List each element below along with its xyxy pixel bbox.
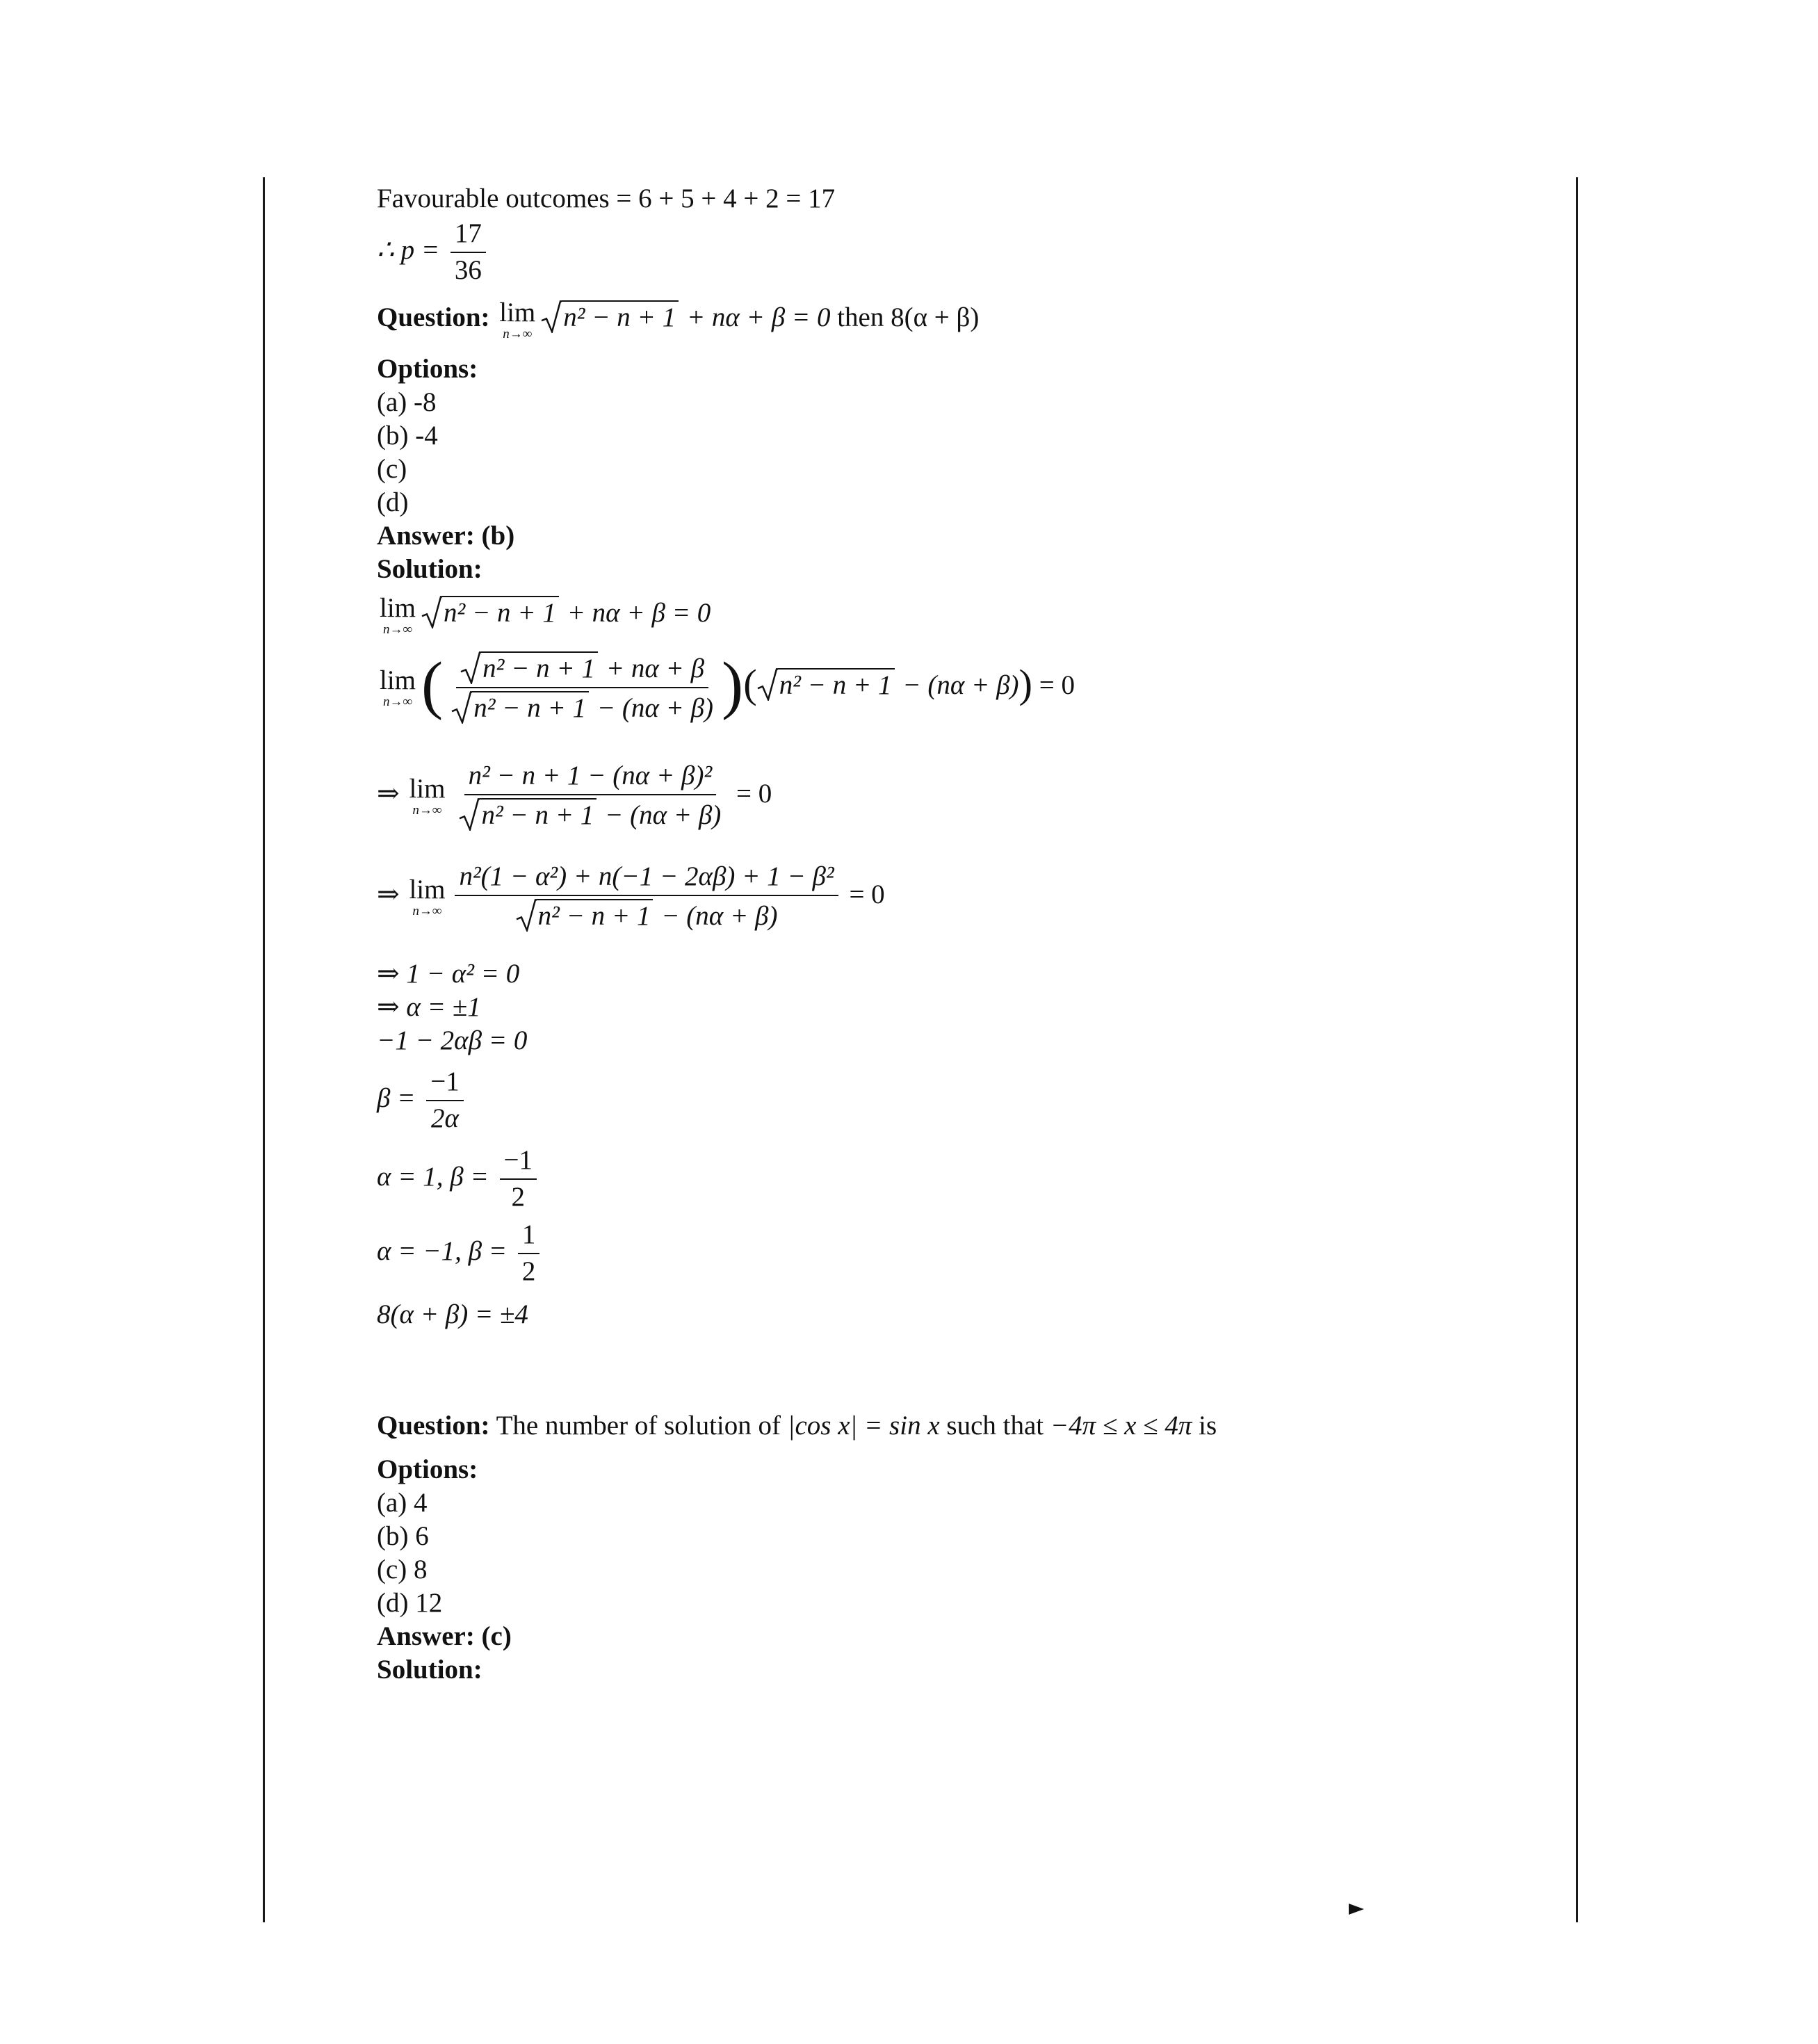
- step-2-end: = 0: [1039, 670, 1076, 700]
- q2-option-a: (a) 4: [377, 1488, 428, 1518]
- step-2-right-tail: − (nα + β): [902, 670, 1019, 700]
- probability-denominator: 36: [454, 254, 482, 285]
- solution-step-4: [377, 862, 885, 932]
- right-border-rule: [1576, 177, 1578, 1922]
- q2-option-d: (d) 12: [377, 1588, 443, 1618]
- arrow-marker-icon: [1349, 1904, 1364, 1915]
- step-8-prefix: β =: [377, 1082, 416, 1113]
- solution-step-1: [377, 594, 711, 636]
- options-2-label: Options:: [377, 1454, 478, 1484]
- step-9-numerator: −1: [500, 1146, 537, 1180]
- q1-option-a: (a) -8: [377, 387, 437, 417]
- answer-2: Answer: (c): [377, 1621, 512, 1651]
- question-1-label: Question:: [377, 302, 490, 332]
- step-8-numerator: −1: [426, 1067, 464, 1101]
- step-2-num-tail: + nα + β: [606, 654, 705, 684]
- left-paren: (: [421, 649, 444, 721]
- square-root: [757, 668, 895, 701]
- solution-step-7: −1 − 2αβ = 0: [377, 1025, 528, 1055]
- favourable-outcomes-line: [377, 184, 835, 214]
- step-2-den-tail: − (nα + β): [596, 693, 714, 724]
- limit-operator: lim: [499, 298, 536, 327]
- question-2-label: Question:: [377, 1411, 490, 1441]
- solution-1-label: Solution:: [377, 554, 482, 584]
- options-1-label: Options:: [377, 354, 478, 384]
- square-root: [451, 691, 589, 724]
- implies-symbol: ⇒: [377, 879, 400, 909]
- q2-option-b: (b) 6: [377, 1521, 429, 1551]
- solution-step-6: ⇒ α = ±1: [377, 992, 481, 1022]
- limit-subscript: n→∞: [382, 695, 413, 710]
- limit-subscript: n→∞: [382, 622, 413, 637]
- q1-option-c: (c): [377, 454, 407, 484]
- step-9-fraction: [500, 1146, 537, 1212]
- step-1-tail: + nα + β = 0: [567, 597, 711, 628]
- radicand: n² − n + 1: [778, 668, 895, 701]
- radicand: n² − n + 1: [472, 691, 589, 724]
- step-3-numerator: n² − n + 1 − (nα + β)²: [464, 761, 717, 795]
- step-10-denominator: 2: [521, 1256, 536, 1286]
- left-paren-2: (: [743, 661, 757, 706]
- probability-line: [377, 219, 490, 286]
- probability-fraction: [451, 219, 486, 286]
- limit-subscript: n→∞: [412, 903, 442, 918]
- q1-option-b: (b) -4: [377, 421, 438, 451]
- step-4-numerator: n²(1 − α²) + n(−1 − 2αβ) + 1 − β²: [455, 862, 838, 896]
- radicand: n² − n + 1: [562, 300, 679, 333]
- radicand: n² − n + 1: [442, 596, 559, 628]
- step-4-end: = 0: [849, 879, 885, 909]
- radicand: n² − n + 1: [537, 899, 654, 932]
- favourable-expression: = 6 + 5 + 4 + 2 = 17: [616, 184, 836, 213]
- question-1-expression: + nα + β = 0: [686, 302, 831, 332]
- step-9-denominator: 2: [511, 1181, 526, 1212]
- answer-1: Answer: (b): [377, 521, 515, 551]
- step-4-den-tail: − (nα + β): [661, 900, 778, 931]
- step-2-fraction: [447, 651, 717, 724]
- q1-option-d: (d): [377, 487, 409, 517]
- limit-operator: lim: [409, 773, 446, 804]
- step-8-fraction: [426, 1067, 464, 1134]
- step-3-end: = 0: [736, 778, 772, 809]
- question-2-range: −4π ≤ x ≤ 4π: [1050, 1411, 1192, 1441]
- solution-step-11: 8(α + β) = ±4: [377, 1299, 528, 1329]
- square-root: [421, 596, 559, 628]
- square-root: [459, 798, 596, 831]
- step-3-fraction: [455, 761, 725, 831]
- question-2-such-that: such that: [946, 1411, 1044, 1441]
- square-root: [460, 651, 598, 684]
- solution-step-10: [377, 1220, 544, 1287]
- solution-2-label: Solution:: [377, 1655, 482, 1685]
- probability-numerator: 17: [451, 219, 486, 253]
- question-1-then: then 8(α + β): [837, 302, 980, 332]
- radicand: n² − n + 1: [481, 651, 598, 684]
- square-root: [541, 300, 679, 333]
- question-2: [377, 1411, 1217, 1441]
- limit-operator: lim: [380, 593, 416, 623]
- limit-operator: lim: [409, 874, 446, 905]
- solution-step-5: ⇒ 1 − α² = 0: [377, 959, 520, 989]
- step-9-prefix: α = 1, β =: [377, 1161, 489, 1192]
- radicand: n² − n + 1: [480, 798, 596, 831]
- step-8-denominator: 2α: [431, 1103, 459, 1133]
- question-1: [377, 299, 979, 341]
- limit-operator: lim: [380, 665, 416, 696]
- right-paren-2: ): [1018, 661, 1033, 706]
- square-root: [516, 899, 654, 932]
- step-10-numerator: 1: [518, 1220, 540, 1254]
- solution-step-2: [377, 650, 1075, 724]
- step-4-fraction: [455, 862, 838, 932]
- right-paren: ): [722, 649, 744, 721]
- q2-option-c: (c) 8: [377, 1555, 428, 1584]
- probability-prefix: ∴ p =: [377, 234, 440, 265]
- solution-step-8: [377, 1067, 468, 1134]
- limit-subscript: n→∞: [503, 327, 533, 341]
- implies-symbol: ⇒: [377, 778, 400, 809]
- question-2-text: The number of solution of: [496, 1411, 781, 1441]
- step-10-fraction: [518, 1220, 540, 1287]
- left-border-rule: [263, 177, 265, 1922]
- solution-step-3: [377, 761, 772, 831]
- step-10-prefix: α = −1, β =: [377, 1235, 508, 1266]
- step-3-den-tail: − (nα + β): [605, 800, 722, 830]
- limit-subscript: n→∞: [412, 802, 442, 818]
- question-2-equation: |cos x| = sin x: [787, 1411, 940, 1441]
- solution-step-9: [377, 1146, 541, 1212]
- question-2-is: is: [1199, 1411, 1217, 1441]
- favourable-label: Favourable outcomes: [377, 184, 610, 213]
